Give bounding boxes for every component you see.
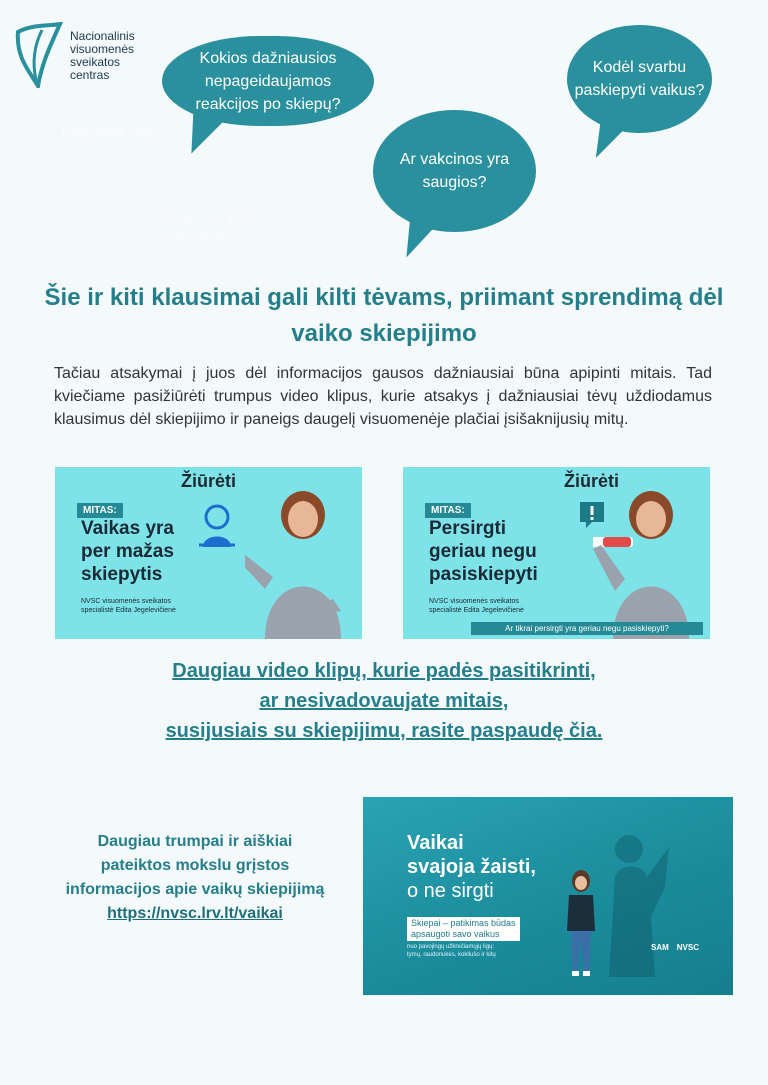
watch-label: Žiūrėti	[563, 471, 619, 491]
myth-title-line: Vaikas yra	[81, 518, 174, 539]
specialist-line: specialistė Edita Jegelevičienė	[429, 607, 524, 614]
ghost-line: veiksmingos?	[162, 226, 241, 241]
logo-line: centras	[70, 68, 110, 82]
nvsc-children-url-link[interactable]: https://nvsc.lrv.lt/vaikai	[107, 905, 283, 922]
video-thumbnail-too-young[interactable]	[55, 467, 362, 639]
info-line: Daugiau trumpai ir aiškiai	[97, 833, 293, 850]
myth-title-line: pasiskiepyti	[429, 564, 538, 585]
ghost-line: Ar vakcinos yra	[157, 210, 246, 225]
specialist-line: NVSC visuomenės sveikatos	[81, 598, 171, 605]
small-line: tymų, raudonukės, kokliušo ir kitų	[407, 952, 496, 958]
bubble-text: Ar vakcinos yra saugios?	[399, 151, 510, 191]
presenter-figure	[593, 479, 703, 639]
logo-line: sveikatos	[70, 55, 121, 69]
slogan-line: Skiepai – patikimas būdas	[411, 918, 516, 928]
poster-title-line: svajoja žaisti,	[407, 856, 536, 878]
myth-title-line: geriau negu	[429, 541, 537, 562]
info-line: pateiktos mokslu grįstos	[100, 857, 290, 874]
video-thumbnail-disease-better[interactable]	[403, 467, 710, 639]
nvsc-logo[interactable]	[12, 22, 152, 92]
bubble-tail	[401, 217, 438, 263]
link-line: ar nesivadovaujate mitais,	[259, 690, 509, 712]
poster-logos	[651, 943, 699, 952]
ghost-question-1: Kaip veikia vakc	[62, 124, 156, 139]
myth-title	[429, 517, 538, 586]
intro-paragraph: Tačiau atsakymai į juos dėl informacijos gausos dažniausiai būna apipinti mitais. Tad kviečiame pasižiūrėti trumpus video klipus, kurie atsakys į dažniausiai tėvų uždiodamus klausimus dėl skiepijimo ir paneigs daugelį visuomenėje plačiai įsišaknijusių mitų.	[54, 365, 712, 428]
small-line: nuo pavojingų užkrečiamųjų ligų:	[407, 944, 495, 950]
nvsc-logo-small: NVSC	[676, 943, 699, 952]
sam-logo: SAM	[650, 943, 669, 952]
nvsc-logo-icon	[12, 22, 64, 88]
myth-title-line: Persirgti	[429, 518, 507, 539]
specialist-line: specialistė Edita Jegelevičienė	[81, 607, 176, 614]
video-caption-strip: Ar tikrai persirgti yra geriau negu pasiskiepyti?	[471, 622, 703, 635]
poster-slogan-band	[407, 917, 520, 941]
shadow-silhouette	[599, 827, 669, 977]
slogan-line: apsaugoti savo vaikus	[411, 929, 500, 939]
campaign-poster[interactable]	[363, 797, 733, 995]
myth-title-line: skiepytis	[81, 564, 163, 585]
more-videos-link[interactable]	[90, 656, 678, 746]
bubble-tail	[590, 118, 628, 164]
child-avatar-icon	[197, 503, 237, 551]
myth-badge: MITAS:	[425, 503, 471, 518]
page-heading: Šie ir kiti klausimai gali kilti tėvams, priimant sprendimą dėl vaiko skiepijimo	[44, 284, 724, 347]
myth-title	[81, 517, 174, 586]
poster-title	[407, 831, 536, 903]
link-line: Daugiau video klipų, kurie padės pasitikrinti,	[172, 660, 596, 682]
bubble-vaccines-safe	[373, 110, 536, 232]
bubble-tail	[184, 113, 225, 160]
logo-line: Nacionalinis	[70, 29, 135, 43]
bubble-reactions	[162, 36, 374, 126]
bubble-text: Kodėl svarbu paskiepyti vaikus?	[574, 59, 705, 99]
link-line: susijusiais su skiepijimu, rasite paspaudę čia.	[165, 720, 603, 742]
exclamation-bubble-icon	[578, 500, 606, 530]
ghost-question-2	[157, 210, 246, 242]
more-info-block	[40, 830, 350, 926]
poster-small-text	[407, 943, 496, 959]
myth-badge: MITAS:	[77, 503, 123, 518]
specialist-line: NVSC visuomenės sveikatos	[429, 598, 519, 605]
poster-title-line: Vaikai	[407, 832, 464, 854]
specialist-caption	[81, 597, 176, 615]
logo-line: visuomenės	[70, 42, 135, 56]
bubble-why-important	[567, 25, 712, 133]
myth-title-line: per mažas	[81, 541, 174, 562]
poster-title-line: o ne sirgti	[407, 880, 494, 902]
logo-wordmark	[70, 30, 135, 82]
bubble-text: Kokios dažniausios nepageidaujamos reakcijos po skiepų?	[195, 49, 341, 113]
presenter-figure	[245, 479, 355, 639]
girl-figure	[561, 869, 601, 979]
watch-label: Žiūrėti	[180, 471, 236, 491]
info-line: informacijos apie vaikų skiepijimą	[65, 881, 325, 898]
specialist-caption	[429, 597, 524, 615]
